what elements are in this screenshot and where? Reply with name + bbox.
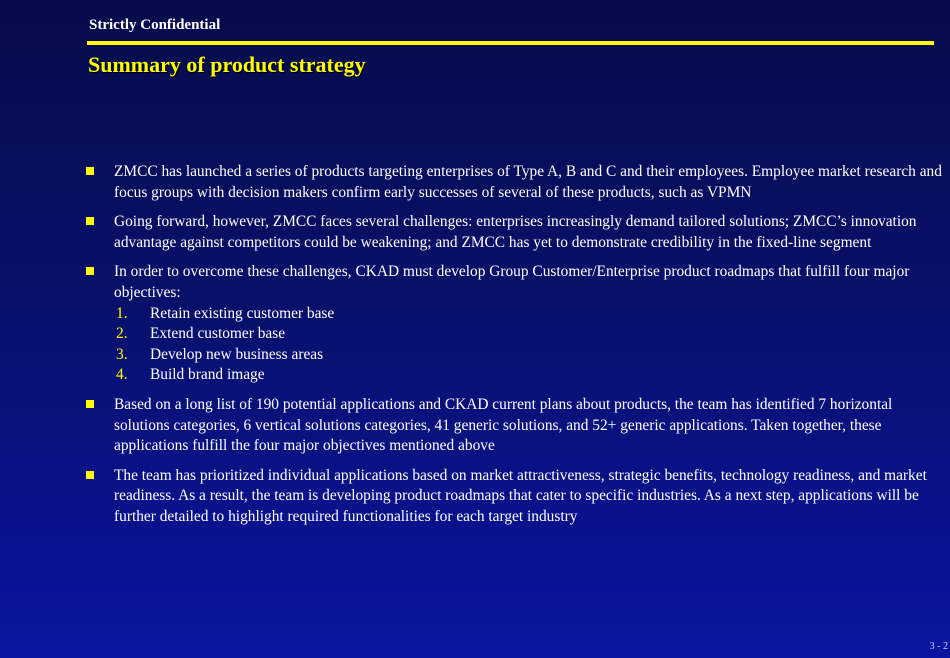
objective-text: Retain existing customer base [150, 304, 335, 322]
bullet-text: Based on a long list of 190 potential applications and CKAD current plans about products, the team has identified 7 horizontal solutions categories, 6 vertical solutions categories, 41 generic solutions, and 52+ generic applications. Taken together, these applications fulfill the four major objectives mentioned above [114, 395, 893, 455]
square-bullet-icon [86, 471, 94, 479]
bullet-item [86, 162, 944, 203]
square-bullet-icon [86, 400, 94, 408]
objectives-list [114, 304, 944, 386]
objective-number: 3. [116, 345, 128, 363]
bullet-text: In order to overcome these challenges, CKAD must develop Group Customer/Enterprise product roadmaps that fulfill four major objectives: [114, 263, 910, 301]
objective-item [114, 304, 944, 325]
objective-item [114, 324, 944, 345]
objective-item [114, 365, 944, 386]
objective-number: 1. [116, 304, 128, 322]
header-rule [87, 41, 934, 45]
page-title: Summary of product strategy [88, 52, 366, 77]
bullet-text: Going forward, however, ZMCC faces several challenges: enterprises increasingly demand tailored solutions; ZMCC’s innovation advantage against competitors could be weakening; and ZMCC has yet to demonstrate credibility in the fixed-line segment [114, 213, 917, 251]
square-bullet-icon [86, 267, 94, 275]
page-number: 3 - 2 [929, 641, 948, 652]
square-bullet-icon [86, 217, 94, 225]
bullet-list [86, 162, 944, 537]
bullet-item [86, 212, 944, 253]
confidential-label: Strictly Confidential [89, 17, 221, 33]
objective-number: 4. [116, 366, 128, 384]
bullet-item [86, 262, 944, 386]
objective-text: Develop new business areas [150, 345, 324, 363]
bullet-text: The team has prioritized individual applications based on market attractiveness, strategic benefits, technology readiness, and market readiness. As a result, the team is developing product roadmaps that cater to specific industries. As a next step, applications will be further detailed to highlight required functionalities for each target industry [114, 466, 927, 525]
objective-text: Build brand image [150, 366, 265, 384]
objective-number: 2. [116, 325, 128, 343]
bullet-item [86, 395, 944, 457]
bullet-text: ZMCC has launched a series of products targeting enterprises of Type A, B and C and their employees. Employee market research and focus groups with decision makers confirm early successes of several of these products, such as VPMN [114, 163, 942, 201]
objective-text: Extend customer base [150, 325, 286, 343]
objective-item [114, 345, 944, 366]
square-bullet-icon [86, 167, 94, 175]
bullet-item [86, 466, 944, 528]
